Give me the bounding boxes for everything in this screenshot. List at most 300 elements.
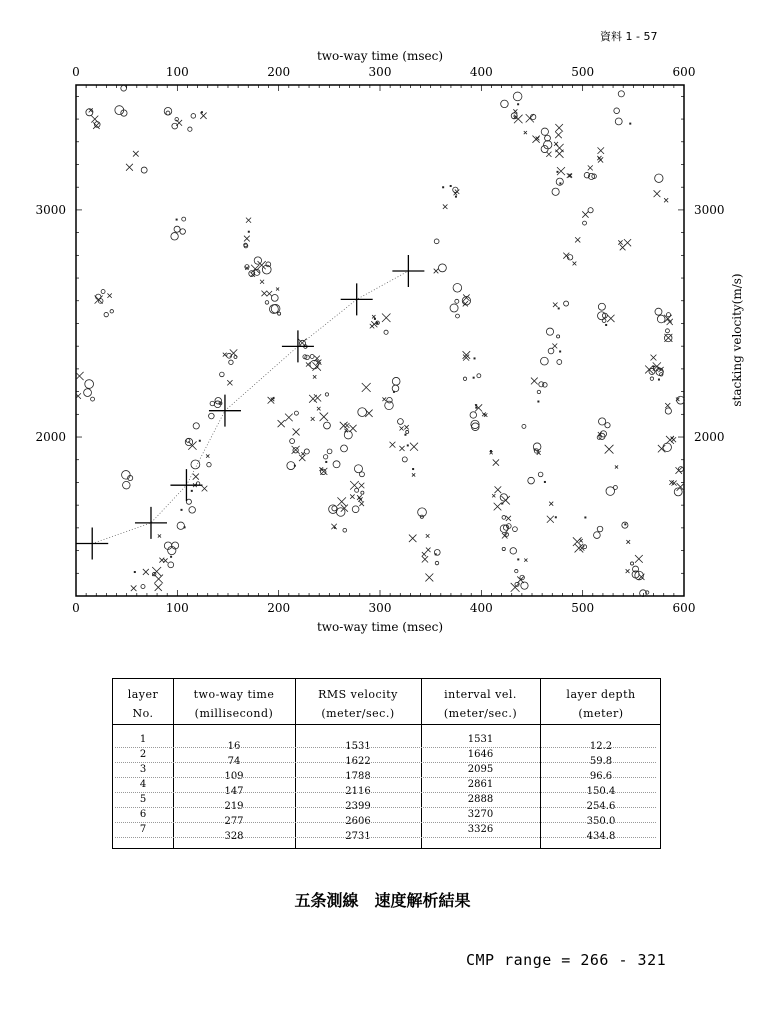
scatter-point-circle <box>502 516 506 520</box>
scatter-point-cross <box>382 397 386 401</box>
scatter-point-circle <box>188 127 192 131</box>
scatter-point-circle <box>310 360 318 368</box>
table-cell-depth: 59.8 <box>589 756 613 767</box>
scatter-point-cross <box>575 237 580 242</box>
scatter-point-cross <box>399 426 403 430</box>
scatter-point-circle <box>177 522 184 529</box>
scatter-point-cross <box>200 113 206 119</box>
table-cell-interval: 2095 <box>467 764 494 775</box>
table-row-guide <box>115 747 656 748</box>
scatter-point-cross <box>618 240 622 244</box>
scatter-point-dot <box>412 468 414 470</box>
scatter-point-cross <box>390 442 396 448</box>
y-tick-label-right: 2000 <box>694 430 725 445</box>
scatter-point-dot <box>450 185 452 187</box>
scatter-point-cross <box>665 403 670 408</box>
scatter-point-cross <box>230 349 238 357</box>
scatter-point-cross <box>554 142 558 146</box>
table-cell-rms: 2116 <box>345 786 371 797</box>
scatter-point-circle <box>453 283 462 292</box>
scatter-point-circle <box>597 526 603 532</box>
scatter-point-circle <box>385 401 394 410</box>
x-tick-label-bottom: 0 <box>72 601 80 615</box>
scatter-point-circle <box>210 401 214 405</box>
scatter-point-circle <box>171 233 178 240</box>
scatter-point-cross <box>524 131 527 134</box>
scatter-point-circle <box>358 408 367 417</box>
scatter-point-circle <box>327 449 332 454</box>
scatter-point-circle <box>229 360 233 364</box>
scatter-point-cross <box>312 362 320 370</box>
scatter-point-cross <box>555 124 563 132</box>
scatter-point-cross <box>309 395 317 403</box>
scatter-point-dot <box>455 196 457 198</box>
table-cell-depth: 254.6 <box>586 801 616 812</box>
scatter-point-circle <box>605 423 610 428</box>
header-depth: layer depth (meter) <box>566 688 636 720</box>
scatter-point-dot <box>475 404 477 406</box>
scatter-point-cross <box>495 486 502 493</box>
velocity-pick-marker <box>170 469 202 501</box>
scatter-point-cross <box>91 116 98 123</box>
scatter-point-cross <box>152 567 161 576</box>
scatter-point-cross <box>605 445 614 454</box>
scatter-point-circle <box>513 527 518 532</box>
header-interval: interval vel. (meter/sec.) <box>443 688 518 720</box>
scatter-point-dot <box>393 391 395 393</box>
scatter-point-dot <box>325 461 327 463</box>
table-cell-layers: 3 <box>139 764 147 775</box>
scatter-point-circle <box>325 393 328 396</box>
scatter-point-cross <box>202 486 208 492</box>
table-cell-times: 219 <box>224 801 244 812</box>
scatter-point-dot <box>184 526 186 528</box>
scatter-point-cross <box>246 218 251 223</box>
table-cell-times: 109 <box>224 771 244 782</box>
scatter-point-cross <box>143 569 149 575</box>
scatter-point-cross <box>524 559 527 562</box>
table-cell-rms: 2731 <box>345 831 371 842</box>
scatter-point-circle <box>456 314 460 318</box>
scatter-point-circle <box>271 294 278 301</box>
scatter-point-cross <box>93 122 100 129</box>
scatter-point-circle <box>583 221 587 225</box>
x-tick-label-bottom: 600 <box>672 601 696 615</box>
scatter-point-circle <box>172 123 178 129</box>
scatter-point-circle <box>606 487 615 496</box>
scatter-point-circle <box>254 257 261 264</box>
scatter-point-cross <box>654 190 661 197</box>
scatter-point-circle <box>546 328 553 335</box>
scatter-point-cross <box>244 236 250 242</box>
scatter-point-circle <box>552 188 559 195</box>
scatter-point-circle <box>522 424 526 428</box>
scatter-point-circle <box>294 411 298 415</box>
scatter-point-circle <box>614 108 620 114</box>
scatter-point-dot <box>191 490 193 492</box>
scatter-point-circle <box>477 374 481 378</box>
header-layer: layer No. <box>127 688 159 720</box>
x-tick-label-top: 600 <box>672 65 696 79</box>
scatter-point-circle <box>104 312 108 316</box>
table-cell-depth: 12.2 <box>589 741 613 752</box>
scatter-point-circle <box>91 397 95 401</box>
scatter-point-cross <box>598 157 603 162</box>
scatter-point-cross <box>131 585 137 591</box>
table-cell-interval: 1646 <box>467 749 494 760</box>
scatter-point-circle <box>515 569 518 572</box>
scatter-point-cross <box>651 355 657 361</box>
scatter-point-cross <box>422 556 428 562</box>
scatter-point-circle <box>520 575 524 579</box>
scatter-point-circle <box>121 85 127 91</box>
scatter-point-circle <box>392 385 399 392</box>
table-cell-interval: 3326 <box>467 824 494 835</box>
table-cell-depth: 150.4 <box>586 786 616 797</box>
scatter-point-dot <box>557 171 559 173</box>
scatter-point-circle <box>123 481 131 489</box>
scatter-point-cross <box>404 425 408 429</box>
scatter-point-cross <box>276 288 279 291</box>
table-cell-interval: 1531 <box>467 734 494 745</box>
scatter-point-circle <box>392 377 400 385</box>
scatter-point-circle <box>352 506 359 513</box>
y-tick-label-right: 3000 <box>694 202 725 217</box>
scatter-point-cross <box>635 555 643 563</box>
scatter-point-cross <box>664 198 668 202</box>
scatter-point-cross <box>671 437 674 440</box>
table-cell-depth: 434.8 <box>586 831 616 842</box>
table-cell-interval: 2888 <box>467 794 494 805</box>
scatter-point-dot <box>517 558 519 560</box>
scatter-point-cross <box>547 516 554 523</box>
table-cell-rms: 1622 <box>345 756 371 767</box>
scatter-point-circle <box>323 455 327 459</box>
scatter-point-circle <box>269 305 278 314</box>
scatter-point-cross <box>278 420 285 427</box>
scatter-point-cross <box>555 132 562 139</box>
scatter-point-circle <box>666 313 670 317</box>
scatter-point-dot <box>201 111 203 113</box>
table-cell-rms: 1788 <box>345 771 371 782</box>
figure-caption: 五条測線 速度解析結果 <box>294 891 471 910</box>
x-tick-label-top: 200 <box>267 65 291 79</box>
scatter-point-circle <box>186 499 191 504</box>
scatter-point-cross <box>410 443 418 451</box>
scatter-point-cross <box>443 204 448 209</box>
scatter-point-circle <box>354 465 362 473</box>
scatter-point-cross <box>301 452 304 455</box>
scatter-point-circle <box>168 562 174 568</box>
x-axis-title-top: two-way time (msec) <box>316 49 444 63</box>
scatter-point-circle <box>182 217 186 221</box>
table-cell-rms: 2606 <box>345 816 371 827</box>
scatter-point-circle <box>265 301 269 305</box>
x-tick-label-top: 100 <box>165 65 189 79</box>
scatter-point-cross <box>260 280 264 284</box>
scatter-point-circle <box>84 389 92 397</box>
scatter-point-cross <box>311 417 315 421</box>
scatter-point-dot <box>473 377 475 379</box>
scatter-point-circle <box>599 418 606 425</box>
table-cell-times: 16 <box>227 741 241 752</box>
velocity-pick-marker <box>392 255 424 287</box>
table-cell-times: 74 <box>227 756 241 767</box>
table-row-guide <box>115 837 656 838</box>
scatter-point-circle <box>344 431 352 439</box>
plot-frame <box>76 85 684 596</box>
table-row-guide <box>115 762 656 763</box>
scatter-point-cross <box>358 497 362 501</box>
scatter-point-circle <box>450 304 458 312</box>
scatter-point-cross <box>667 319 673 325</box>
scatter-point-circle <box>304 449 309 454</box>
scatter-point-cross <box>163 558 167 562</box>
scatter-point-cross <box>555 150 563 158</box>
table-cell-rms: 2399 <box>345 801 371 812</box>
scatter-point-cross <box>582 211 588 217</box>
table-row-guide <box>115 822 656 823</box>
scatter-point-circle <box>665 329 669 333</box>
scatter-point-dot <box>559 351 561 353</box>
x-tick-label-top: 500 <box>571 65 595 79</box>
scatter-point-circle <box>110 310 113 313</box>
x-tick-label-bottom: 200 <box>267 601 291 615</box>
table-cell-times: 147 <box>224 786 244 797</box>
table-cell-layers: 7 <box>139 824 147 835</box>
scatter-point-circle <box>310 354 314 358</box>
scatter-point-circle <box>665 408 671 414</box>
scatter-point-cross <box>359 483 365 489</box>
scatter-point-cross <box>306 362 310 366</box>
scatter-point-dot <box>658 379 660 381</box>
scatter-point-circle <box>564 301 569 306</box>
scatter-point-cross <box>549 502 553 506</box>
table-row-guide <box>115 777 656 778</box>
scatter-point-circle <box>435 561 439 565</box>
table-cell-layers: 5 <box>139 794 147 805</box>
scatter-point-cross <box>107 293 111 297</box>
scatter-point-cross <box>434 269 439 274</box>
scatter-point-circle <box>630 562 633 565</box>
scatter-point-circle <box>101 290 105 294</box>
scatter-point-cross <box>154 575 163 584</box>
scatter-point-cross <box>285 414 293 422</box>
scatter-point-dot <box>624 523 626 525</box>
scatter-point-cross <box>261 291 267 297</box>
scatter-point-circle <box>333 461 340 468</box>
scatter-point-circle <box>438 264 446 272</box>
scatter-point-cross <box>506 516 511 521</box>
scatter-point-circle <box>387 397 393 403</box>
scatter-point-dot <box>170 556 172 558</box>
scatter-point-cross <box>615 465 618 468</box>
scatter-point-cross <box>267 291 272 296</box>
scatter-point-dot <box>176 219 178 221</box>
table-row-guide <box>115 792 656 793</box>
scatter-point-circle <box>86 109 93 116</box>
scatter-point-circle <box>343 528 347 532</box>
scatter-point-circle <box>548 348 554 354</box>
scatter-point-dot <box>537 401 539 403</box>
scatter-point-circle <box>663 443 672 452</box>
x-tick-label-bottom: 100 <box>165 601 189 615</box>
scatter-point-cross <box>425 574 433 582</box>
scatter-point-circle <box>324 422 331 429</box>
x-tick-label-bottom: 400 <box>469 601 493 615</box>
header-rms: RMS velocity (meter/sec.) <box>318 688 398 720</box>
scatter-point-cross <box>382 314 390 322</box>
scatter-point-circle <box>655 174 663 182</box>
scatter-point-dot <box>629 123 631 125</box>
scatter-point-dot <box>407 444 409 446</box>
scatter-point-cross <box>412 473 415 476</box>
scatter-point-circle <box>615 118 622 125</box>
y-tick-label-left: 2000 <box>35 430 66 445</box>
scatter-point-dot <box>442 186 444 188</box>
velocity-pick-marker <box>135 507 167 539</box>
x-tick-label-top: 300 <box>368 65 392 79</box>
scatter-point-cross <box>155 584 162 591</box>
scatter-point-circle <box>501 100 509 108</box>
scatter-point-circle <box>470 412 476 418</box>
scatter-point-cross <box>359 501 364 506</box>
scatter-point-cross <box>588 165 593 170</box>
scatter-point-dot <box>374 318 376 320</box>
scatter-point-dot <box>404 434 406 436</box>
scatter-point-cross <box>552 344 557 349</box>
scatter-point-cross <box>293 428 300 435</box>
x-tick-label-top: 400 <box>469 65 493 79</box>
scatter-point-circle <box>290 439 295 444</box>
scatter-point-circle <box>650 377 653 380</box>
scatter-point-cross <box>337 497 346 506</box>
scatter-point-circle <box>174 226 180 232</box>
x-axis-title-bottom: two-way time (msec) <box>316 620 444 634</box>
scatter-point-dot <box>584 516 586 518</box>
scatter-point-circle <box>657 315 665 323</box>
scatter-point-cross <box>223 353 227 357</box>
scatter-point-circle <box>513 92 522 101</box>
scatter-point-dot <box>558 307 560 309</box>
scatter-point-circle <box>209 413 215 419</box>
scatter-point-circle <box>122 471 131 480</box>
table-cell-times: 328 <box>224 831 244 842</box>
scatter-point-cross <box>658 445 665 452</box>
scatter-point-cross <box>426 534 430 538</box>
scatter-point-cross <box>320 413 329 422</box>
scatter-point-circle <box>521 582 528 589</box>
scatter-point-circle <box>502 547 505 550</box>
scatter-point-cross <box>133 151 139 157</box>
scatter-point-circle <box>360 472 365 477</box>
scatter-point-cross <box>126 164 133 171</box>
scatter-point-circle <box>528 477 535 484</box>
scatter-point-cross <box>626 569 630 573</box>
y-axis-title: stacking velocity(m/s) <box>730 273 744 407</box>
scatter-point-circle <box>406 430 409 433</box>
scatter-point-circle <box>207 462 211 466</box>
scatter-point-dot <box>517 103 519 105</box>
scatter-point-dot <box>555 516 557 518</box>
table-cell-depth: 96.6 <box>589 771 613 782</box>
scatter-point-circle <box>538 472 543 477</box>
scatter-point-circle <box>649 368 655 374</box>
velocity-pick-marker <box>76 528 108 560</box>
scatter-point-cross <box>598 147 605 154</box>
scatter-point-circle <box>220 372 225 377</box>
velocity-table <box>112 678 661 849</box>
table-cell-layers: 4 <box>139 779 147 790</box>
scatter-point-cross <box>536 137 540 141</box>
scatter-point-circle <box>434 239 439 244</box>
scatter-point-cross <box>553 302 558 307</box>
scatter-point-dot <box>180 509 182 511</box>
table-row-guide <box>115 807 656 808</box>
table-cell-interval: 3270 <box>467 809 494 820</box>
scatter-point-circle <box>543 383 548 388</box>
table-cell-layers: 2 <box>139 749 147 760</box>
scatter-point-cross <box>607 315 614 322</box>
scatter-point-circle <box>189 507 196 514</box>
scatter-point-circle <box>434 549 440 555</box>
table-cell-layers: 1 <box>139 734 147 745</box>
scatter-point-circle <box>541 357 549 365</box>
scatter-point-dot <box>559 182 561 184</box>
scatter-point-circle <box>557 335 560 338</box>
scatter-point-cross <box>350 494 354 498</box>
scatter-point-dot <box>248 231 250 233</box>
y-tick-label-left: 3000 <box>35 202 66 217</box>
scatter-point-cross <box>362 383 371 392</box>
scatter-point-circle <box>402 457 407 462</box>
scatter-point-circle <box>341 445 348 452</box>
x-tick-label-top: 0 <box>72 65 80 79</box>
scatter-point-cross <box>399 446 404 451</box>
scatter-point-circle <box>455 299 459 303</box>
scatter-point-cross <box>193 474 199 480</box>
scatter-point-circle <box>588 208 593 213</box>
header-time: two-way time (millisecond) <box>193 688 275 720</box>
velocity-pick-marker <box>341 283 373 315</box>
scatter-point-cross <box>206 454 209 457</box>
x-tick-label-bottom: 300 <box>368 601 392 615</box>
scatter-point-circle <box>463 377 466 380</box>
scatter-point-dot <box>475 407 477 409</box>
scatter-point-cross <box>227 380 232 385</box>
table-cell-interval: 2861 <box>467 779 494 790</box>
scatter-point-circle <box>85 380 94 389</box>
scatter-point-circle <box>655 308 662 315</box>
scatter-point-cross <box>546 152 551 157</box>
scatter-point-cross <box>158 534 161 537</box>
table-cell-depth: 350.0 <box>586 816 616 827</box>
scatter-point-circle <box>332 506 337 511</box>
scatter-point-cross <box>350 481 359 490</box>
scatter-point-circle <box>278 312 281 315</box>
scatter-point-circle <box>141 584 145 588</box>
scatter-point-cross <box>626 540 630 544</box>
scatter-point-dot <box>199 440 201 442</box>
scatter-point-cross <box>299 455 305 461</box>
scatter-point-circle <box>287 462 295 470</box>
scatter-point-circle <box>510 548 516 554</box>
scatter-point-circle <box>191 114 196 119</box>
scatter-point-circle <box>266 262 271 267</box>
scatter-point-circle <box>398 419 404 425</box>
scatter-point-circle <box>537 390 540 393</box>
scatter-point-cross <box>493 459 499 465</box>
